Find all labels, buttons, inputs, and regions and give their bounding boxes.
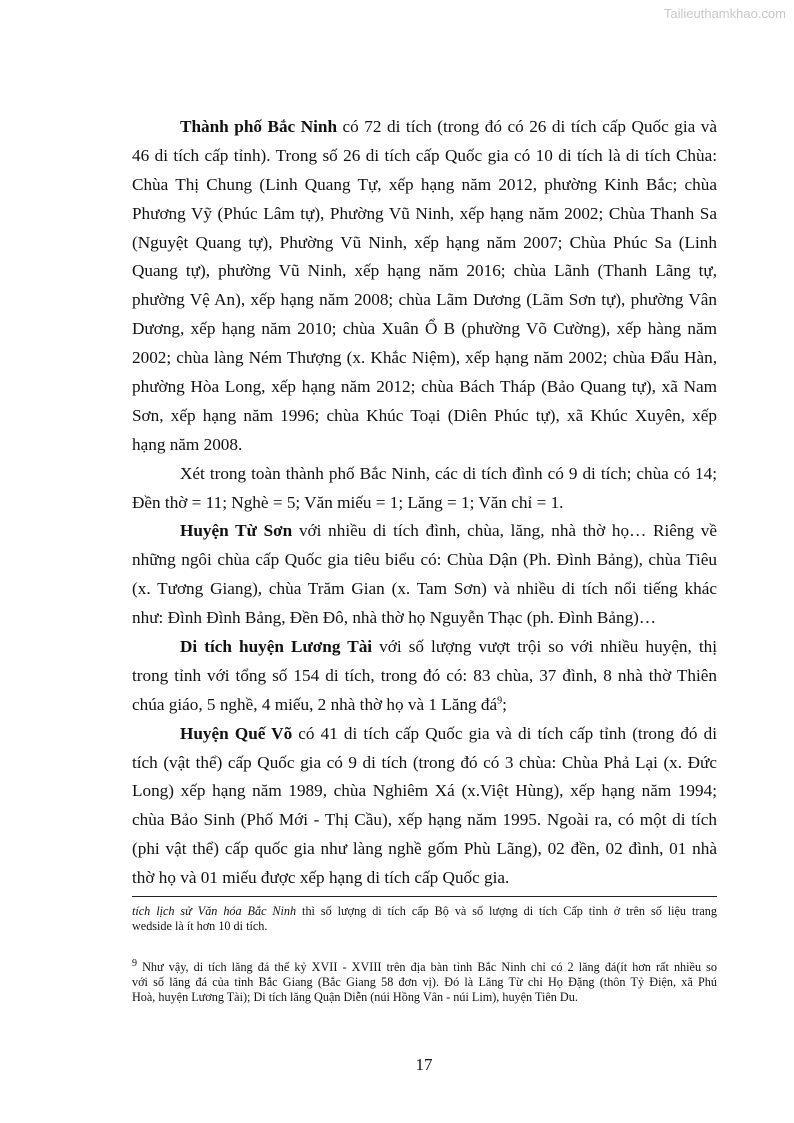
- line-text: Hoà, huyện Lương Tài); Di tích lăng Quận Diễn (núi Hồng Vân - núi Lim), huyện Tiên Du.: [132, 990, 578, 1004]
- footnote-9: [132, 957, 717, 1005]
- text-line: [132, 546, 717, 575]
- text-line: [132, 315, 717, 344]
- text-line: [132, 749, 717, 778]
- text-line: [132, 460, 717, 489]
- footnote-line: [132, 990, 717, 1005]
- footnote-line: [132, 919, 717, 934]
- line-text: với số lượng vượt trội so với nhiều huyện, thị: [372, 637, 718, 657]
- text-line: [132, 864, 717, 893]
- line-text: Dương, xếp hạng năm 2010; chùa Xuân Ổ B (phường Võ Cường), xếp hàng năm: [132, 319, 717, 339]
- line-text: 2002; chùa làng Ném Thượng (x. Khắc Niệm), xếp hạng năm 2002; chùa Đẩu Hàn,: [132, 348, 717, 368]
- line-text: Phương Vỹ (Phúc Lâm tự), Phường Vũ Ninh, xếp hạng năm 2002; Chùa Thanh Sa: [132, 203, 717, 223]
- line-text: chúa giáo, 5 nghề, 4 miếu, 2 nhà thờ họ và 1 Lăng đá: [132, 694, 498, 714]
- footnote-continuation: [132, 904, 717, 934]
- line-text: với nhiều di tích đình, chùa, lăng, nhà thờ họ… Riêng về: [292, 521, 718, 541]
- text-line: [132, 662, 717, 691]
- line-text: với số lăng đá của tỉnh Bắc Giang (Bắc Giang 58 đơn vị). Đó là Lăng Từ chỉ Họ Đặng (thôn Tỷ Điện, xã Phú: [132, 975, 717, 989]
- line-text: Long) xếp hạng năm 1989, chùa Nghiêm Xá (x.Việt Hùng), xếp hạng năm 1994;: [132, 781, 717, 801]
- text-line: [132, 402, 717, 431]
- line-text: (phi vật thể) cấp quốc gia như làng nghề gốm Phù Lãng), 02 đền, 02 đình, 01 nhà: [132, 839, 717, 859]
- text-line: [132, 604, 717, 633]
- footnote-ref: 9: [497, 695, 503, 707]
- text-line: [132, 691, 717, 720]
- line-text: (x. Tương Giang), chùa Trăm Gian (x. Tam Sơn) và nhiều di tích nổi tiếng khác: [132, 579, 717, 599]
- text-line: [132, 720, 717, 749]
- line-text: có 72 di tích (trong đó có 26 di tích cấp Quốc gia và: [337, 117, 717, 136]
- bold-heading: Thành phố Bắc Ninh: [180, 117, 338, 136]
- footnote-line: [132, 904, 717, 919]
- line-text: thờ họ và 01 miếu được xếp hạng di tích cấp Quốc gia.: [132, 868, 510, 888]
- line-text: phường Hòa Long, xếp hạng năm 2012; chùa Bách Tháp (Bảo Quang tự), xã Nam: [132, 377, 717, 397]
- line-text: wedside là ít hơn 10 di tích.: [132, 919, 268, 933]
- text-line: [132, 835, 717, 864]
- line-text: hạng năm 2008.: [132, 434, 243, 454]
- line-text: Xét trong toàn thành phố Bắc Ninh, các di tích đình có 9 di tích; chùa có 14;: [180, 463, 717, 483]
- bold-heading: Huyện Quế Võ: [180, 723, 293, 743]
- bold-heading: Di tích huyện Lương Tài: [180, 637, 373, 657]
- text-line: [132, 200, 717, 229]
- line-text: Chùa Thị Chung (Linh Quang Tự, xếp hạng năm 2012, phường Kinh Bắc; chùa: [132, 174, 717, 194]
- text-line: [132, 575, 717, 604]
- text-line: [132, 113, 717, 142]
- watermark: Tailieuthamkhao.com: [663, 6, 786, 21]
- line-text: như: Đình Đình Bảng, Đền Đô, nhà thờ họ Nguyễn Thạc (ph. Đình Bảng)…: [132, 608, 657, 628]
- footnote-line: [132, 975, 717, 990]
- line-text: trong tỉnh với tổng số 154 di tích, trong đó có: 83 chùa, 37 đình, 8 nhà thờ Thiên: [132, 665, 717, 685]
- text-line: [132, 142, 717, 171]
- body-text: [132, 113, 717, 893]
- footnote-marker: 9: [132, 957, 137, 969]
- text-line: [132, 489, 717, 518]
- line-text: Sơn, xếp hạng năm 1996; chùa Khúc Toại (Diên Phúc tự), xã Khúc Xuyên, xếp: [132, 405, 717, 425]
- footnote-line: [132, 957, 717, 975]
- line-text: phường Vệ An), xếp hạng năm 2008; chùa Lãm Dương (Lãm Sơn tự), phường Vân: [132, 290, 717, 310]
- line-text: (Nguyệt Quang tự), Phường Vũ Ninh, xếp hạng năm 2007; Chùa Phúc Sa (Linh: [132, 232, 717, 252]
- line-text-after: ;: [502, 694, 507, 714]
- line-text: thì số lượng di tích cấp Bộ và số lượng di tích Cấp tỉnh ở trên số liệu trang: [296, 904, 717, 918]
- bold-heading: Huyện Từ Sơn: [180, 521, 293, 541]
- text-line: [132, 286, 717, 315]
- italic-title: tích lịch sử Văn hóa Bắc Ninh: [132, 904, 297, 918]
- line-text: Quang tự), phường Vũ Ninh, xếp hạng năm 2016; chùa Lãnh (Thanh Lãng tự,: [132, 261, 717, 281]
- line-text: Đền thờ = 11; Nghè = 5; Văn miếu = 1; Lăng = 1; Văn chỉ = 1.: [132, 492, 564, 512]
- text-line: [132, 777, 717, 806]
- line-text: tích (vật thể) cấp Quốc gia có 9 di tích (trong đó có 3 chùa: Chùa Phả Lại (x. Đức: [132, 752, 717, 772]
- line-text: Như vậy, di tích lăng đá thế kỷ XVII - XVIII trên địa bàn tỉnh Bắc Ninh chỉ có 2 lăng đá(ít hơn rất nhiều so: [137, 960, 717, 974]
- text-line: [132, 171, 717, 200]
- text-line: [132, 806, 717, 835]
- line-text: có 41 di tích cấp Quốc gia và di tích cấp tỉnh (trong đó di: [292, 723, 717, 743]
- text-line: [132, 344, 717, 373]
- text-line: [132, 633, 717, 662]
- text-line: [132, 373, 717, 402]
- text-line: [132, 257, 717, 286]
- line-text: 46 di tích cấp tỉnh). Trong số 26 di tích cấp Quốc gia có 10 di tích là di tích Chùa:: [132, 145, 717, 165]
- text-line: [132, 431, 717, 460]
- text-line: [132, 517, 717, 546]
- footnote-separator: [132, 896, 717, 897]
- line-text: những ngôi chùa cấp Quốc gia tiêu biểu có: Chùa Dận (Ph. Đình Bảng), chùa Tiêu: [132, 550, 717, 570]
- text-line: [132, 229, 717, 258]
- line-text: chùa Bảo Sinh (Phố Mới - Thị Cầu), xếp hạng năm 1995. Ngoài ra, có một di tích: [132, 810, 717, 830]
- page-number: 17: [415, 1055, 433, 1074]
